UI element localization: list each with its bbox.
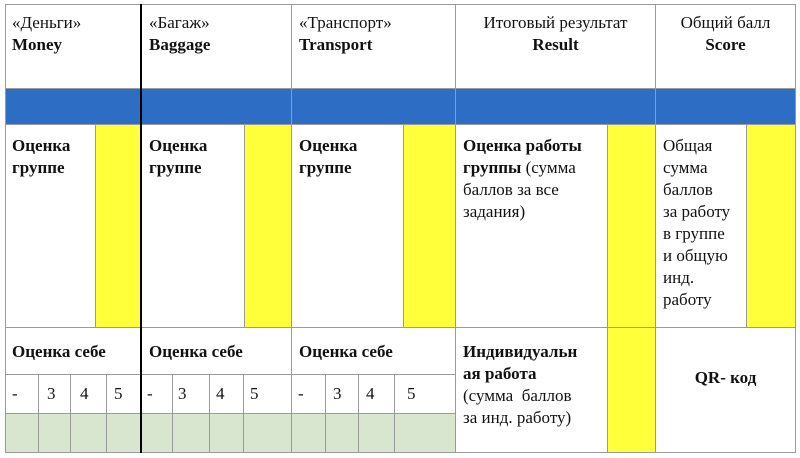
grid-line [795, 4, 796, 453]
group-eval-line1: Оценка [12, 136, 71, 155]
result-line2 [463, 157, 605, 179]
grid-line [172, 374, 173, 453]
grid-line [38, 374, 39, 453]
scale-baggage-4: 4 [216, 384, 225, 403]
self-eval-money: Оценка себе [12, 342, 106, 361]
self-eval-baggage: Оценка себе [149, 342, 243, 361]
grid-line [95, 124, 96, 327]
green-row [5, 413, 455, 453]
scale-transport-5: 5 [407, 384, 416, 403]
result-line2-rest: (сумма [521, 158, 576, 177]
scale-baggage-5: 5 [250, 384, 259, 403]
header-score-ru: Общий балл [680, 13, 771, 32]
group-eval-line2: группе [12, 158, 65, 177]
group-eval-line2: группе [149, 158, 202, 177]
individual-line3: (сумма баллов [463, 386, 572, 405]
grid-line [106, 374, 107, 453]
score-desc-line: за работу [663, 202, 731, 221]
grid-line [5, 4, 6, 453]
grid-line [291, 4, 292, 453]
header-result-en: Result [532, 35, 579, 54]
score-desc-line: Общая [663, 136, 713, 155]
grid-line [5, 124, 795, 125]
header-baggage [149, 12, 289, 56]
grid-line [5, 327, 795, 328]
header-money [12, 12, 137, 56]
score-desc-line: и общую [663, 246, 728, 265]
header-score-en: Score [705, 35, 746, 54]
header-baggage-en: Baggage [149, 35, 211, 54]
score-desc-line: сумма [663, 158, 708, 177]
grid-line [5, 374, 455, 375]
grid-line [244, 124, 245, 327]
self-eval-transport: Оценка себе [299, 342, 393, 361]
grid-line [5, 413, 455, 414]
group-eval-line1: Оценка [299, 136, 358, 155]
yellow-cell-result [607, 125, 655, 327]
grid-line-thick [140, 4, 142, 453]
score-desc-line: баллов [663, 180, 713, 199]
score-desc-line: инд. [663, 268, 695, 287]
score-desc [663, 135, 745, 311]
scale-baggage-3: 3 [178, 384, 187, 403]
score-desc-line: в группе [663, 224, 725, 243]
grid-line [746, 124, 747, 327]
grid-line [5, 88, 795, 89]
score-desc-line: работу [663, 290, 712, 309]
grid-line [5, 4, 795, 5]
result-line2-bold: группы [463, 158, 522, 177]
grid-line [70, 374, 71, 453]
grid-line [358, 374, 359, 453]
header-result [456, 12, 655, 56]
grid-line [455, 4, 456, 453]
grid-line [243, 374, 244, 453]
grid-line [325, 374, 326, 453]
yellow-cell-score [746, 125, 795, 327]
group-eval-line2: группе [299, 158, 352, 177]
header-money-ru: «Деньги» [12, 13, 82, 32]
scale-baggage-dash: - [147, 384, 153, 403]
result-group-desc [463, 135, 605, 223]
header-result-ru: Итоговый результат [483, 13, 628, 32]
scale-transport-4: 4 [366, 384, 375, 403]
grid-line [403, 124, 404, 327]
scale-money-5: 5 [114, 384, 123, 403]
individual-line1: Индивидуальн [463, 342, 578, 361]
header-score [656, 12, 795, 56]
yellow-cell-money [95, 125, 140, 327]
qr-code-label: QR- код [694, 368, 757, 387]
header-baggage-ru: «Багаж» [149, 13, 210, 32]
grid-line [209, 374, 210, 453]
group-eval-money [12, 135, 70, 179]
scale-money-dash: - [12, 384, 18, 403]
result-line3: баллов за все [463, 180, 559, 199]
grid-line [394, 374, 395, 453]
scale-transport-dash: - [298, 384, 304, 403]
blue-band [5, 88, 795, 124]
scale-money-3: 3 [47, 384, 56, 403]
yellow-cell-transport [403, 125, 455, 327]
yellow-cell-baggage [244, 125, 291, 327]
result-line1: Оценка работы [463, 136, 582, 155]
individual-line2: ая работа [463, 364, 537, 383]
individual-desc [463, 341, 608, 429]
result-line4: задания) [463, 202, 526, 221]
yellow-cell-individual [607, 328, 655, 453]
header-transport-en: Transport [299, 35, 373, 54]
individual-line4: за инд. работу) [463, 408, 572, 427]
header-money-en: Money [12, 35, 63, 54]
grid-line [5, 452, 795, 453]
header-transport [299, 12, 454, 56]
group-eval-baggage [149, 135, 207, 179]
header-transport-ru: «Транспорт» [299, 13, 392, 32]
scale-money-4: 4 [80, 384, 89, 403]
scale-transport-3: 3 [333, 384, 342, 403]
group-eval-line1: Оценка [149, 136, 208, 155]
group-eval-transport [299, 135, 357, 179]
